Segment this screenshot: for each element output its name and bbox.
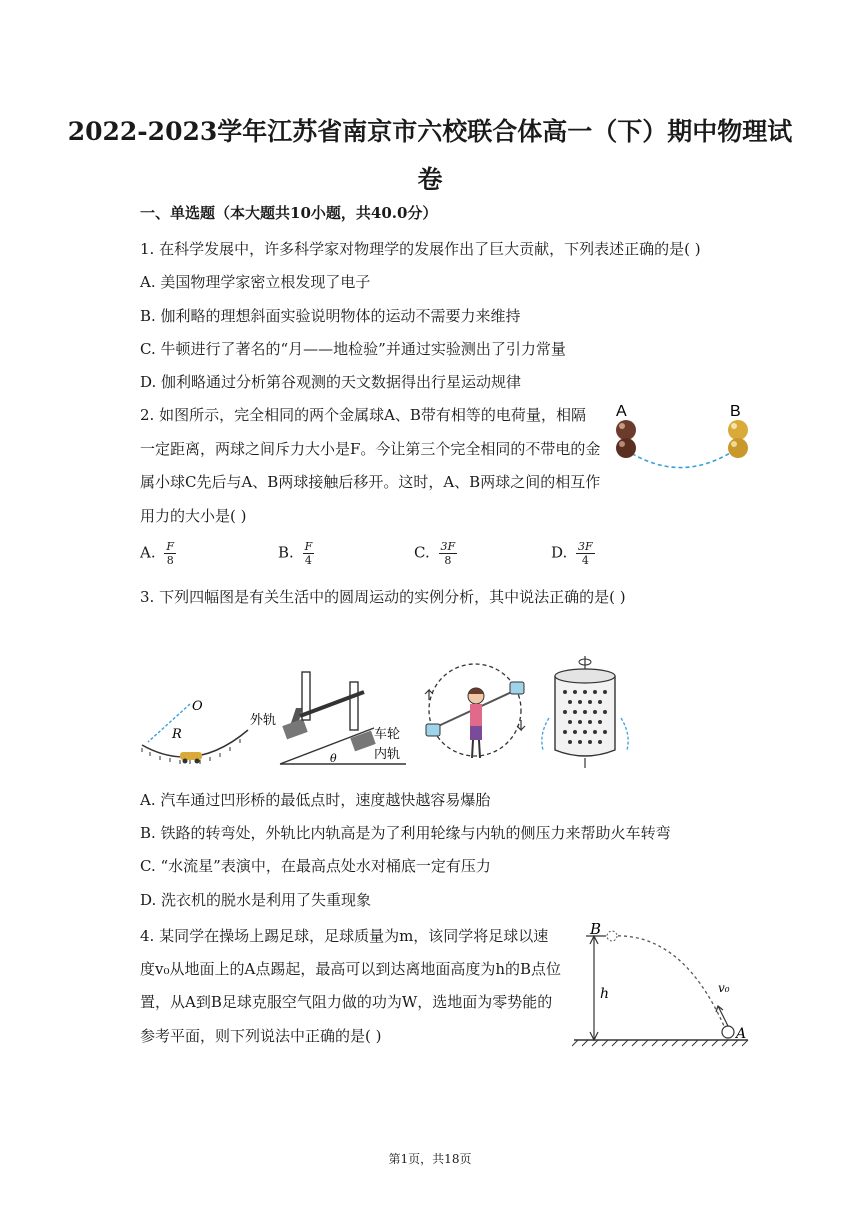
q3-figure-railway — [250, 668, 410, 772]
q2-line-2: 一定距离，两球之间斥力大小是F。今让第三个完全相同的不带电的金 — [140, 440, 601, 458]
q3-option-a: A. 汽车通过凹形桥的最低点时，速度越快越容易爆胎 — [140, 791, 491, 809]
svg-text:B: B — [590, 920, 602, 938]
q2-option-a: A. $\frac{F}{8}$ — [140, 540, 175, 567]
q4-figure — [572, 918, 752, 1050]
q2-option-c: C. $\frac{3F}{8}$ — [414, 540, 456, 567]
sphere-b-bottom — [728, 438, 748, 458]
q2-line-3: 属小球C先后与A、B两球接触后移开。这时，A、B两球之间的相互作 — [140, 473, 601, 491]
sphere-a-bottom — [616, 438, 636, 458]
q1-option-b: B. 伽利略的理想斜面实验说明物体的运动不需要力来维持 — [140, 307, 521, 325]
svg-text:外轨: 外轨 — [250, 712, 277, 727]
q1-option-c: C. 牛顿进行了著名的“月——地检验”并通过实验测出了引力常量 — [140, 340, 566, 358]
svg-text:v₀: v₀ — [718, 981, 730, 995]
q2-fig-label-b: B — [730, 403, 741, 420]
q2-option-d: D. $\frac{3F}{4}$ — [551, 540, 593, 567]
q3-stem: 3. 下列四幅图是有关生活中的圆周运动的实例分析，其中说法正确的是( ) — [140, 588, 626, 606]
section-heading: 一、单选题（本大题共10小题，共40.0分） — [140, 204, 438, 222]
q3-option-d: D. 洗衣机的脱水是利用了失重现象 — [140, 891, 372, 909]
q2-option-b: B. $\frac{F}{4}$ — [278, 540, 313, 567]
q1-stem: 1. 在科学发展中，许多科学家对物理学的发展作出了巨大贡献，下列表述正确的是( ) — [140, 240, 701, 258]
page-footer: 第1页，共18页 — [388, 1152, 472, 1166]
q3-option-c: C. “水流星”表演中，在最高点处水对桶底一定有压力 — [140, 857, 491, 875]
svg-text:内轨: 内轨 — [374, 746, 401, 761]
q2-fig-label-a: A — [616, 403, 627, 420]
q3-figure-water-meteor — [420, 660, 530, 770]
q4-line-4: 参考平面，则下列说法中正确的是( ) — [140, 1027, 382, 1045]
q1-option-a: A. 美国物理学家密立根发现了电子 — [140, 273, 371, 291]
q3-option-b: B. 铁路的转弯处，外轨比内轨高是为了利用轮缘与内轨的侧压力来帮助火车转弯 — [140, 824, 671, 842]
q3-figure-washer-drum — [535, 654, 635, 770]
sphere-a-top — [616, 420, 636, 440]
q4-line-3: 置，从A到B足球克服空气阻力做的功为W，选地面为零势能的 — [140, 993, 553, 1011]
q4-line-1: 4. 某同学在操场上踢足球，足球质量为m，该同学将足球以速 — [140, 927, 549, 945]
q3-figure-bridge — [140, 690, 250, 770]
sphere-b-top — [728, 420, 748, 440]
svg-text:O: O — [192, 699, 203, 714]
q2-figure — [604, 398, 764, 478]
svg-text:θ: θ — [330, 752, 337, 765]
svg-text:R: R — [172, 727, 182, 742]
svg-text:车轮: 车轮 — [374, 726, 401, 741]
q2-line-4: 用力的大小是( ) — [140, 507, 247, 525]
q1-option-d: D. 伽利略通过分析第谷观测的天文数据得出行星运动规律 — [140, 373, 522, 391]
page-title: 2022-2023学年江苏省南京市六校联合体高一（下）期中物理试卷 — [67, 117, 793, 194]
svg-text:h: h — [600, 986, 610, 1002]
q2-line-1: 2. 如图所示，完全相同的两个金属球A、B带有相等的电荷量，相隔 — [140, 406, 586, 424]
q4-line-2: 度v₀从地面上的A点踢起，最高可以到达离地面高度为h的B点位 — [140, 960, 562, 978]
svg-text:A: A — [736, 1026, 747, 1042]
